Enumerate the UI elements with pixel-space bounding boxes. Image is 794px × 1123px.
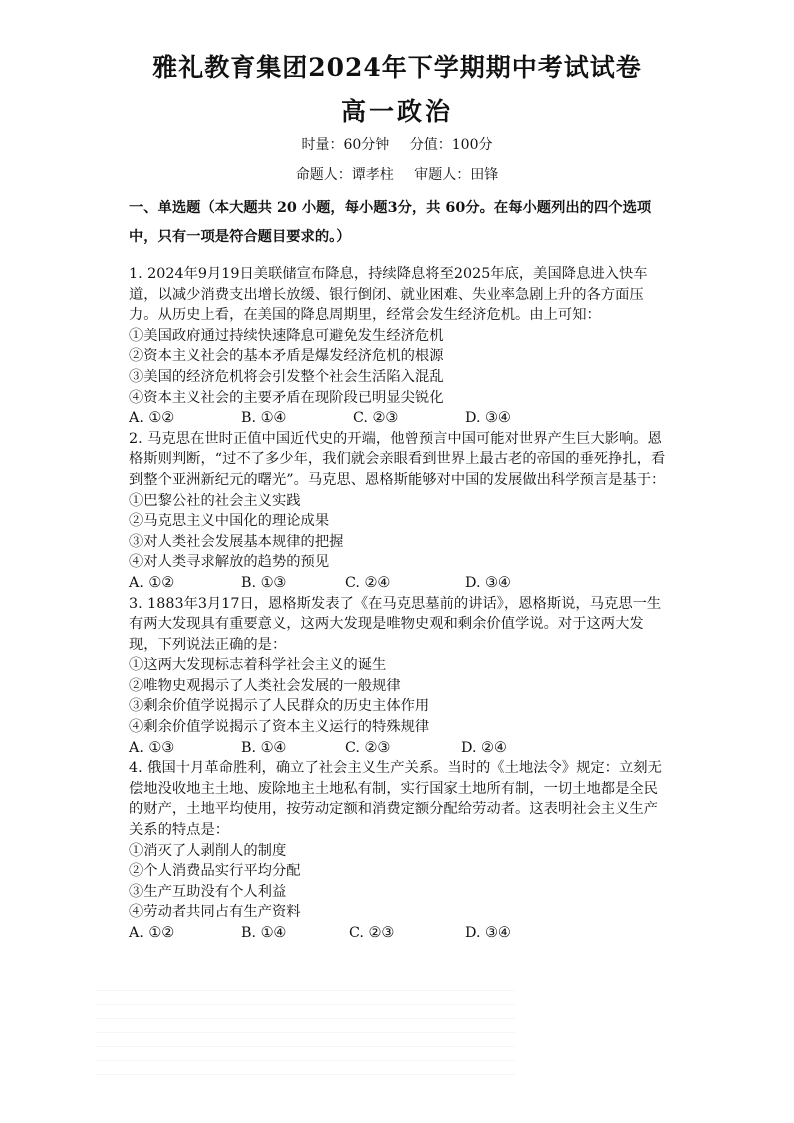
- answer-choices: [129, 923, 669, 944]
- option-item: ④劳动者共同占有生产资料: [129, 904, 301, 921]
- option-item: ②马克思主义中国化的理论成果: [129, 513, 330, 530]
- option-item: ③对人类社会发展基本规律的把握: [129, 533, 344, 550]
- choice-b: B. ①④: [241, 739, 287, 756]
- choice-a: A. ①②: [129, 410, 175, 427]
- answer-choices: [129, 408, 669, 429]
- question-3: [129, 594, 669, 759]
- option-item: ④剩余价值学说揭示了资本主义运行的特殊规律: [129, 719, 430, 736]
- question-1: [129, 264, 669, 429]
- question-2: [129, 429, 669, 594]
- choice-c: C. ②③: [353, 410, 399, 427]
- option-item: ④对人类寻求解放的趋势的预见: [129, 554, 330, 571]
- choice-b: B. ①③: [241, 574, 287, 591]
- exam-authors: [0, 164, 794, 184]
- exam-time: 时量：60分钟: [301, 137, 390, 153]
- option-item: ②个人消费品实行平均分配: [129, 863, 301, 880]
- choice-a: A. ①③: [129, 739, 175, 756]
- exam-setter: 命题人：谭孝柱: [295, 167, 394, 183]
- answer-choices: [129, 573, 669, 594]
- option-item: ④资本主义社会的主要矛盾在现阶段已明显尖锐化: [129, 389, 444, 406]
- question-stem: 1. 2024年9月19日美联储宣布降息，持续降息将至2025年底，美国降息进入快车道，以减少消费支出增长放缓、银行倒闭、就业困难、失业率急剧上升的各方面压力。从历史上看，在美国的降息周期里，经常会发生经济危机。由上可知：: [129, 266, 648, 324]
- choice-d: D. ③④: [465, 925, 511, 941]
- exam-subject: 高一政治: [340, 97, 453, 126]
- choice-a: A. ①②: [129, 925, 175, 941]
- choice-c: C. ②④: [345, 574, 391, 591]
- option-item: ②唯物史观揭示了人类社会发展的一般规律: [129, 677, 401, 694]
- option-item: ①这两大发现标志着科学社会主义的诞生: [129, 657, 387, 674]
- exam-title: 雅礼教育集团2024年下学期期中考试试卷: [152, 53, 642, 82]
- choice-c: C. ②③: [345, 739, 391, 756]
- exam-score: 分值：100分: [409, 137, 493, 153]
- choice-a: A. ①②: [129, 574, 175, 591]
- question-4: [129, 758, 669, 943]
- choice-d: D. ③④: [465, 410, 511, 427]
- option-item: ②资本主义社会的基本矛盾是爆发经济危机的根源: [129, 348, 444, 365]
- question-stem: 4. 俄国十月革命胜利，确立了社会主义生产关系。当时的《土地法令》规定：立刻无偿地没收地主土地、废除地主土地私有制，实行国家土地所有制，一切土地都是全民的财产，土地平均使用，按劳动定额和消费定额分配给劳动者。这表明社会主义生产关系的特点是：: [129, 760, 662, 839]
- option-item: ③生产互助没有个人利益: [129, 883, 287, 900]
- choice-c: C. ②③: [349, 925, 395, 941]
- option-item: ③美国的经济危机将会引发整个社会生活陷入混乱: [129, 368, 444, 385]
- choice-d: D. ③④: [465, 574, 511, 591]
- exam-content: [129, 194, 669, 944]
- question-stem: 3. 1883年3月17日，恩格斯发表了《在马克思墓前的讲话》，恩格斯说，马克思一生有两大发现具有重要意义，这两大发现是唯物史观和剩余价值学说。对于这两大发现，下列说法正确的是：: [129, 595, 662, 653]
- option-item: ①美国政府通过持续快速降息可避免发生经济危机: [129, 327, 444, 344]
- option-item: ①消灭了人剥削人的制度: [129, 842, 287, 859]
- exam-time-score: [0, 134, 794, 154]
- choice-d: D. ②④: [461, 739, 507, 756]
- scan-artifact: [95, 985, 515, 1075]
- choice-b: B. ①④: [241, 925, 287, 941]
- option-item: ①巴黎公社的社会主义实践: [129, 492, 301, 509]
- answer-choices: [129, 738, 669, 759]
- exam-reviewer: 审题人：田锋: [414, 167, 499, 183]
- option-item: ③剩余价值学说揭示了人民群众的历史主体作用: [129, 698, 430, 715]
- section-heading: 一、单选题（本大题共 20 小题，每小题3分，共 60分。在每小题列出的四个选项中，只有一项是符合题目要求的。）: [129, 200, 652, 245]
- question-stem: 2. 马克思在世时正值中国近代史的开端，他曾预言中国可能对世界产生巨大影响。恩格斯则判断，“过不了多少年，我们就会亲眼看到世界上最古老的帝国的垂死挣扎，看到整个亚洲新纪元的曙光”。马克思、恩格斯能够对中国的发展做出科学预言是基于：: [129, 430, 666, 488]
- choice-b: B. ①④: [241, 410, 287, 427]
